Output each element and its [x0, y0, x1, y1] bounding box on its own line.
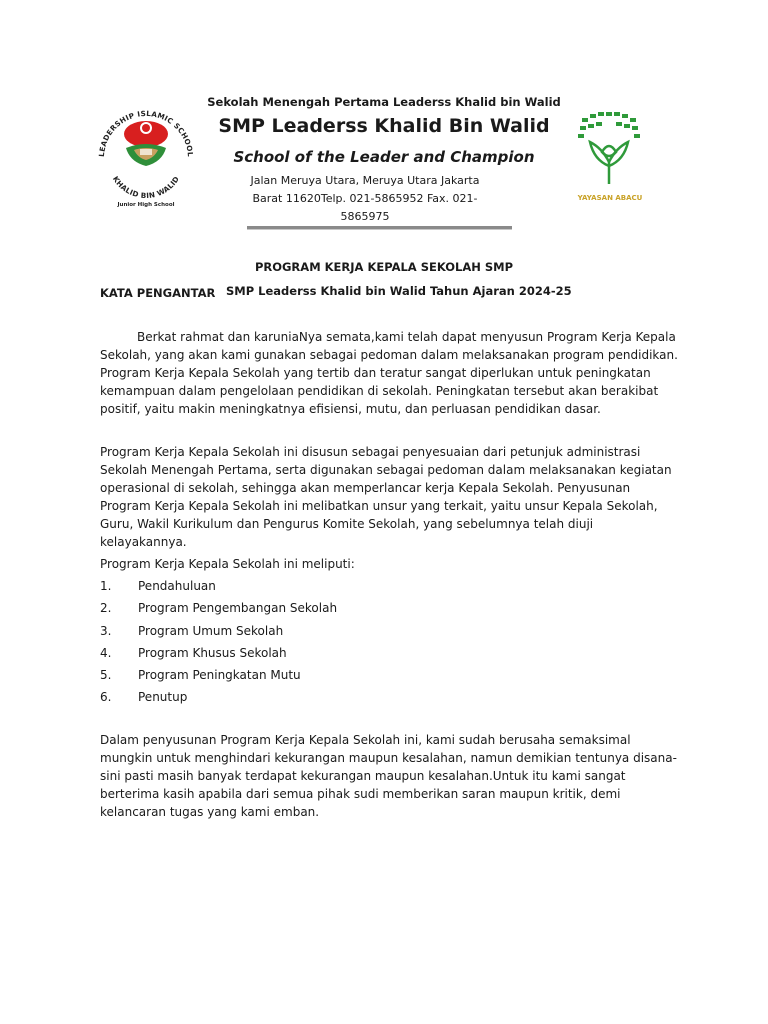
- paragraph-closing: Dalam penyusunan Program Kerja Kepala Sekolah ini, kami sudah berusaha semaksimal mungkin untuk menghindari kekurangan maupun kesalahan, namun demikian tentunya disana-sini pasti masih banyak terdapat kekurangan maupun kesalahan.Untuk itu kami sangat berterima kasih apabila dari semua pihak sudi memberikan saran maupun kritik, demi kelancaran tugas yang kami emban.: [100, 733, 677, 819]
- list-item: [100, 686, 660, 708]
- list-item-text: Program Khusus Sekolah: [138, 645, 287, 660]
- school-address: Jalan Meruya Utara, Meruya Utara Jakarta Barat 11620Telp. 021-5865952 Fax. 021-5865975: [250, 174, 480, 223]
- list-item: [100, 642, 660, 664]
- list-intro: Program Kerja Kepala Sekolah ini meliputi:: [100, 557, 355, 571]
- list-item: [100, 620, 660, 642]
- letterhead-divider: [247, 226, 512, 230]
- list-item-text: Pendahuluan: [138, 579, 216, 593]
- list-item-number: 1.: [100, 579, 112, 593]
- logo-arc-bottom-text: KHALID BIN WALID: [110, 174, 182, 201]
- list-item: [100, 575, 660, 597]
- list-item-number: 4.: [100, 645, 112, 660]
- list-item-number: 6.: [100, 690, 112, 705]
- paragraph-1: Berkat rahmat dan karuniaNya semata,kami telah dapat menyusun Program Kerja Kepala Sekolah, yang akan kami gunakan sebagai pedoman dalam melaksanakan program pendidikan. Program Kerja Kepala Sekolah yang tertib dan teratur sangat diperlukan untuk peningkatan kemampuan dalam pengelolaan pendidikan di sekolah. Peningkatan tersebut akan berakibat positif, yaitu makin meningkatnya efisiensi, mutu, dan perluasan pendidikan dasar.: [100, 330, 678, 416]
- program-list: [100, 575, 660, 709]
- list-item-number: 3.: [100, 623, 112, 638]
- list-item-text: Program Pengembangan Sekolah: [138, 601, 338, 616]
- list-item-number: 5.: [100, 668, 112, 683]
- school-full-name: Sekolah Menengah Pertama Leaderss Khalid bin Walid: [207, 95, 561, 109]
- school-name-title: SMP Leaderss Khalid Bin Walid: [218, 115, 550, 137]
- list-item-number: 2.: [100, 601, 112, 616]
- program-title: PROGRAM KERJA KEPALA SEKOLAH SMP: [254, 260, 514, 274]
- logo-caption: Junior High School: [117, 202, 175, 208]
- list-item: [100, 597, 660, 619]
- foundation-caption: YAYASAN ABACU: [577, 194, 643, 202]
- school-tagline: School of the Leader and Champion: [233, 148, 535, 166]
- paragraph-2: Program Kerja Kepala Sekolah ini disusun sebagai penyesuaian dari petunjuk administrasi Sekolah Menengah Pertama, serta digunakan sebagai pedoman dalam melaksanakan kegiatan operasional di sekolah, sehingga akan memperlancar kerja Kepala Sekolah. Penyusunan Program Kerja Kepala Sekolah ini melibatkan unsur yang terkait, yaitu unsur Kepala Sekolah, Guru, Wakil Kurikulum dan Pengurus Komite Sekolah, yang sebelumnya telah diuji kelayakannya.: [100, 445, 672, 549]
- list-item-text: Penutup: [138, 690, 188, 705]
- logo-arc-top-text: LEADERSHIP ISLAMIC SCHOOL: [96, 108, 196, 158]
- list-item-text: Program Umum Sekolah: [138, 623, 284, 638]
- section-heading: KATA PENGANTAR: [100, 286, 216, 300]
- svg-text:KHALID BIN WALID: [111, 175, 181, 201]
- list-item-text: Program Peningkatan Mutu: [138, 668, 301, 683]
- program-subtitle: SMP Leaderss Khalid bin Walid Tahun Ajaran 2024-25: [226, 284, 572, 298]
- list-item: [100, 664, 660, 686]
